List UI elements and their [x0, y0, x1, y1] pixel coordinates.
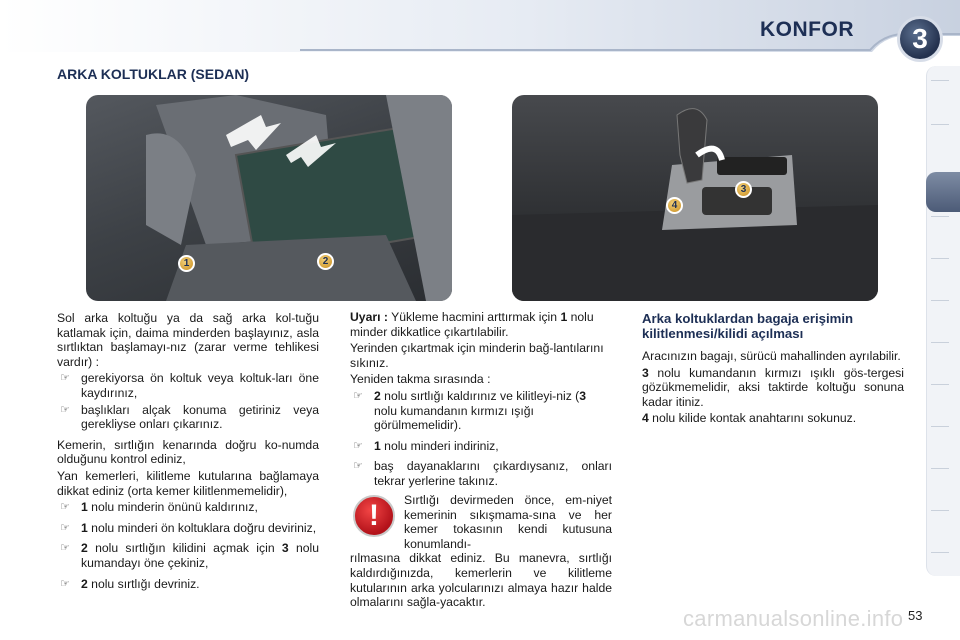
hand-pointer-icon: ☞: [60, 403, 70, 416]
col2-para2: Yeniden takma sırasında :: [350, 372, 491, 387]
watermark: carmanualsonline.info: [683, 606, 904, 631]
column-2: [350, 310, 612, 491]
list-item: ☞ 2 nolu sırtlığın kilidini açmak için 3 nolu kumandayı öne çekiniz,: [60, 541, 320, 570]
list-item: ☞ 2 nolu sırtlığı kaldırınız ve kilitleyi-niz (3 nolu kumandanın kırmızı ışığı görülmemelidir).: [353, 388, 587, 433]
list-item: ☞ 2 nolu sırtlığı devriniz.: [60, 576, 200, 591]
col1-intro: Sol arka koltuğu ya da sağ arka kol-tuğu katlamak için, daima minderden başlayınız, asla sırtlıktan başlamayı-nız (zarar verme tehlikesi vardır) :: [57, 311, 319, 369]
list-item: ☞ baş dayanaklarını çıkardıysanız, onları tekrar yerlerine takınız.: [353, 459, 612, 488]
col2-para1: Yerinden çıkartmak için minderin bağ-lantılarını sıkınız.: [350, 341, 604, 370]
callout-1: 1: [178, 255, 195, 272]
col1-para2: Yan kemerleri, kilitleme kutularına bağlamaya dikkat ediniz (orta kemer kilitlenmemelidir),: [57, 468, 319, 498]
hand-pointer-icon: ☞: [353, 389, 363, 402]
list-item: ☞ 1 nolu minderi indiriniz,: [353, 438, 499, 453]
col3-step-4: 4 nolu kilide kontak anahtarını sokunuz.: [642, 411, 857, 426]
chapter-title: KONFOR: [760, 18, 854, 41]
list-item: ☞ başlıkları alçak konuma getiriniz veya gerekliyse onları çıkarınız.: [60, 402, 319, 432]
hand-pointer-icon: ☞: [60, 521, 70, 534]
chapter-tab-strip: [926, 66, 960, 576]
col1-para1: Kemerin, sırtlığın kenarında doğru ko-numda olduğunu kontrol ediniz,: [57, 437, 319, 467]
page-number: 53: [908, 608, 923, 623]
trunk-lock-photo: [512, 95, 878, 301]
list-item: ☞ 1 nolu minderin önünü kaldırınız,: [60, 500, 258, 515]
warning-box: [350, 493, 612, 610]
warning-text-full: rılmasına dikkat ediniz. Bu manevra, sırtlığı kaldırdığınızda, kemerlerin ve kilitleme kutularının arka yolcularınızı almaya hazır halde olmalarını sağla-yacaktır.: [350, 551, 612, 610]
hand-pointer-icon: ☞: [60, 542, 70, 555]
rear-seat-folding-photo: [86, 95, 452, 301]
header-banner: [0, 0, 960, 70]
list-item: ☞ 1 nolu minderi ön koltuklara doğru deviriniz,: [60, 520, 317, 535]
hand-pointer-icon: ☞: [353, 460, 363, 473]
col3-title: Arka koltuklardan bagaja erişimin kilitlenmesi/kilidi açılması: [642, 311, 854, 341]
col3-para1: Aracınızın bagajı, sürücü mahallinden ayrılabilir.: [642, 349, 901, 363]
col3-step-3: 3 nolu kumandanın kırmızı ışıklı gös-tergesi gözükmemelidir, aksi taktirde koltuğu sonuna kadar itiniz.: [642, 365, 904, 409]
list-item: ☞ gerekiyorsa ön koltuk veya koltuk-ları öne kaydırınız,: [60, 371, 319, 400]
warning-exclamation-icon: !: [353, 495, 395, 537]
callout-2: 2: [317, 253, 334, 270]
column-1: [57, 311, 319, 593]
trunk-lock-illustration: [512, 95, 878, 301]
col2-warning-note: Uyarı : Yükleme hacmini arttırmak için 1 nolu minder dikkatlice çıkartılabilir.: [350, 310, 594, 339]
hand-pointer-icon: ☞: [60, 372, 70, 385]
warning-text-indented: Sırtlığı devirmeden önce, em-niyet kemerinin sıkışmama-sına ve her kemer tokasının kendi kutusuna konumlandı-: [404, 493, 612, 551]
column-3: [642, 311, 904, 428]
rear-seat-illustration: [86, 95, 452, 301]
section-title: ARKA KOLTUKLAR (SEDAN): [57, 66, 250, 82]
hand-pointer-icon: ☞: [60, 577, 70, 590]
hand-pointer-icon: ☞: [353, 439, 363, 452]
chapter-tab-active: [926, 172, 960, 212]
callout-4: 4: [666, 197, 683, 214]
callout-3: 3: [735, 181, 752, 198]
hand-pointer-icon: ☞: [60, 501, 70, 514]
chapter-number-badge: 3: [897, 16, 943, 62]
